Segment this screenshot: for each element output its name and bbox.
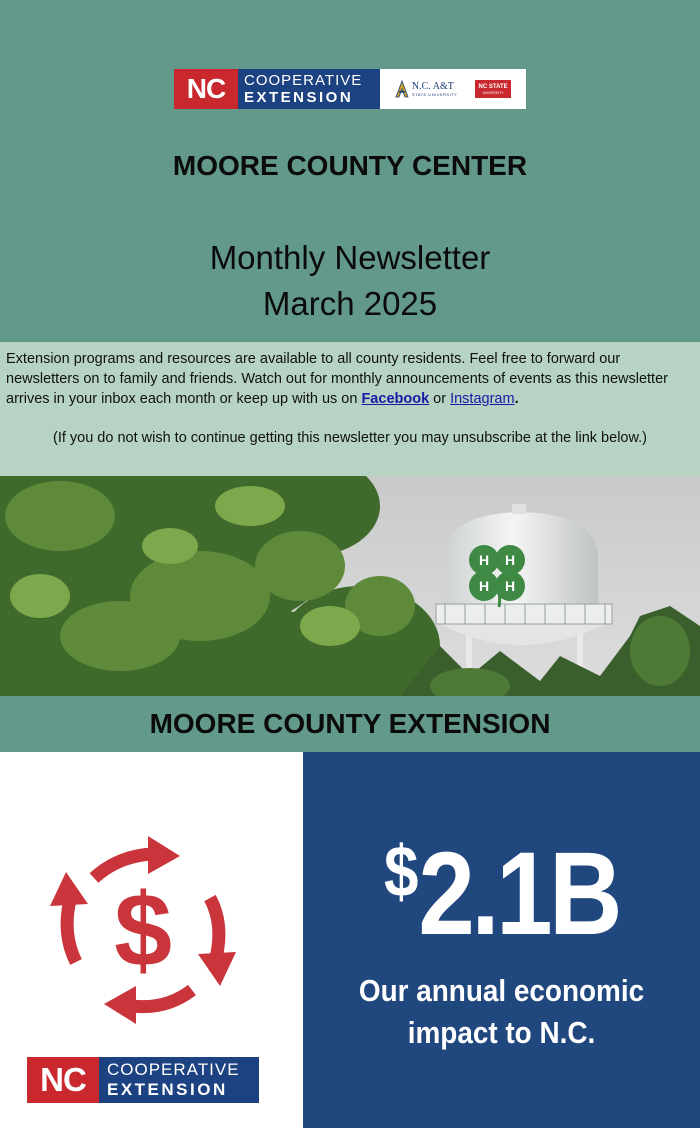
logo-line-2: EXTENSION bbox=[244, 89, 354, 106]
partner-logos bbox=[380, 69, 526, 109]
dollar-sign: $ bbox=[383, 832, 419, 912]
unsubscribe-note: (If you do not wish to continue getting this newsletter you may unsubscribe at the link below.) bbox=[52, 430, 648, 446]
or-text: or bbox=[429, 391, 451, 407]
cooperative-extension-footer-logo bbox=[27, 1057, 259, 1103]
logo-line-1: COOPERATIVE bbox=[107, 1060, 240, 1079]
logo-line-1: COOPERATIVE bbox=[244, 72, 363, 89]
nc-logo-mark: NC bbox=[27, 1057, 99, 1103]
newsletter-name: Monthly Newsletter bbox=[209, 239, 491, 276]
intro-section bbox=[0, 342, 700, 476]
ncstate-subtitle: UNIVERSITY bbox=[482, 90, 504, 95]
impact-caption-line-1: Our annual economic bbox=[358, 973, 645, 1008]
cooperative-extension-logo bbox=[174, 69, 526, 109]
water-tower-photo bbox=[0, 476, 700, 696]
ncstate-name: NC STATE bbox=[478, 83, 508, 90]
facebook-link[interactable]: Facebook bbox=[361, 391, 430, 407]
intro-text: Extension programs and resources are available to all county residents. Feel free to forward our newsletters on to family and friends. Watch out for monthly announcements of events as this newsletter arrives in your inbox each month or keep up with us on bbox=[6, 351, 668, 407]
impact-caption bbox=[323, 970, 680, 1054]
impact-stat-panel bbox=[303, 752, 700, 1128]
svg-text:$: $ bbox=[114, 873, 172, 989]
svg-text:H: H bbox=[504, 552, 516, 568]
newsletter-title bbox=[0, 235, 700, 327]
center-title: MOORE COUNTY CENTER bbox=[172, 150, 528, 181]
svg-text:H: H bbox=[504, 578, 516, 594]
logo-wordmark bbox=[238, 69, 380, 109]
ncat-logo bbox=[395, 80, 457, 98]
svg-text:H: H bbox=[478, 578, 490, 594]
intro-paragraph bbox=[6, 349, 694, 409]
dollar-cycle-icon bbox=[48, 834, 238, 1024]
intro-period: . bbox=[514, 391, 519, 407]
impact-amount bbox=[331, 807, 672, 959]
svg-text:H: H bbox=[478, 552, 490, 568]
impact-graphic-panel bbox=[0, 752, 303, 1128]
ncat-name: N.C. A&T bbox=[411, 80, 454, 92]
section-band-title: MOORE COUNTY EXTENSION bbox=[0, 696, 700, 752]
newsletter-date: March 2025 bbox=[262, 285, 438, 322]
aggie-icon bbox=[395, 80, 409, 98]
newsletter-header bbox=[0, 0, 700, 342]
ncat-subtitle: STATE UNIVERSITY bbox=[411, 91, 458, 97]
amount-value: 2.1B bbox=[418, 828, 620, 960]
ncstate-logo bbox=[475, 80, 511, 98]
nc-logo-mark: NC bbox=[174, 69, 238, 109]
impact-caption-line-2: impact to N.C. bbox=[407, 1015, 596, 1050]
instagram-link[interactable]: Instagram bbox=[450, 391, 515, 407]
logo-wordmark bbox=[99, 1057, 259, 1103]
logo-line-2: EXTENSION bbox=[107, 1080, 228, 1099]
